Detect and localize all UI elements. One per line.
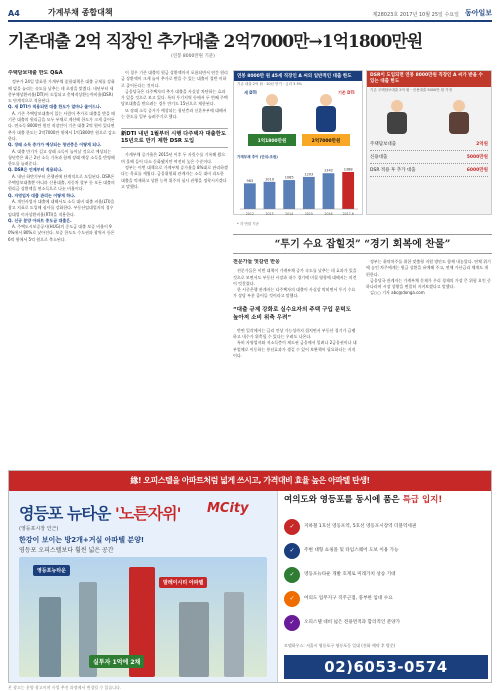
paragraph: A. 주택도시보증공사(HUG)의 중도금 대출 보증 비율이 90%에서 80%로 낮아진다. 보증 한도도 수도권과 광역시 등은 6억 원에서 5억 원으로 축소된다.: [8, 224, 115, 242]
paragraph: 반면 일각에서는 금리 인상 가능성까지 겹치면서 부동산 경기가 급랭하고 내수가 위축될 수 있다는 우려도 나온다.: [233, 327, 356, 340]
ad-slogan: 한강이 보이는 방2개+거실 아파텔 분양!: [19, 536, 145, 544]
paragraph: Q. 장래 소득 증가가 예상되는 청년층은 어떻게 되나.: [8, 142, 102, 148]
ad-feature: [284, 613, 488, 633]
ad-title-pre: 영등포 뉴타운: [19, 504, 111, 523]
page-number: A4: [8, 9, 20, 18]
dsr-rows: [367, 138, 491, 177]
paragraph: 정부는 이번 대책으로 가계부채 증가율을 8%대로 관리하겠다는 목표를 세웠다. 금융위원회 관계자는 소득 대비 과도한 대출을 억제하고 상환 능력 위주의 심사 관행을 정착시키겠다고 말했다.: [121, 164, 228, 189]
ad-feature-text: 영등포뉴타운 개발 호재로 미래가치 상승 기대: [304, 572, 396, 577]
ad-address: 모델하우스: 서울시 영등포구 영등포동 일대 (전화 예약 후 방문): [284, 643, 396, 648]
dsr-infobox: [366, 70, 492, 215]
bar-value-label: 1203: [304, 172, 314, 177]
ad-right-head-hi: 특급 입지!: [402, 495, 443, 505]
bar-value-label: 1019: [265, 177, 274, 182]
side-quote: “대출 규제 강화로 실수요자의 주택 구입 문턱도 높아져 소비 위축 우려”: [233, 306, 352, 321]
dsr-row-value: 6000만원: [466, 168, 488, 173]
gauge-label: 가계부채 추이 (단위:조원): [237, 155, 278, 159]
section-title: 가계부채 종합대책: [48, 8, 113, 17]
old-dti-label: 기존 DTI: [338, 90, 355, 95]
paragraph: 금융당국 관계자는 가계부채 문제가 우리 경제의 가장 큰 위험 요인 중 하나라며 시장 상황을 면밀히 지켜보겠다고 말했다.: [366, 277, 491, 290]
paragraph: 정부는 취약차주를 위한 맞춤형 지원 방안도 함께 내놓았다. 연체 위기에 놓인 차주에게는 원금 상환을 유예해 주고, 연체 가산금리 체계도 개편한다.: [366, 259, 491, 277]
dsr-row-label: 신용대출: [370, 155, 388, 160]
ad-right-head-pre: 여의도와 영등포를 동시에 품은: [284, 495, 400, 505]
map-tag-newtown: 영등포뉴타운: [33, 565, 70, 576]
dsr-subtitle: 기존 주택담보대출 2억 원 · 신용대출 5000만 원 가정: [370, 88, 453, 92]
check-icon: ✓: [284, 567, 300, 583]
ad-banner: 緣! 오피스텔을 아파트처럼 넓게 쓰시고, 가격대비 효율 높은 아파텔 탄생!: [9, 471, 491, 491]
paragraph: Q. 새 DTI가 적용되면 대출 한도가 얼마나 줄어드나.: [8, 104, 102, 110]
category-label: 2015: [304, 212, 313, 216]
bar: [323, 173, 335, 209]
ad-feature: [284, 541, 488, 561]
ad-left-panel: [9, 491, 277, 683]
household-debt-bar-chart: [234, 161, 362, 217]
ad-title-highlight: '노른자위': [114, 504, 181, 523]
paragraph: 이 경우 기존 대출의 원금 상환액까지 포함되면서 연간 원리금 상환액이 크게 늘어 추가로 받을 수 있는 대출이 절반 이하로 줄어든다는 것이다.: [121, 70, 228, 88]
ad-subtitle: (영등포시장 인근): [19, 526, 59, 532]
category-label: 2014: [285, 212, 294, 216]
dti-comparison-figure: [234, 88, 362, 150]
aerial-photo: [19, 557, 267, 677]
paragraph: 금융당국은 다주택자의 추가 대출을 사실상 차단하는 효과가 있을 것으로 보고 있다. 특히 투기지역 등에서 두 번째 주택담보대출을 받으려는 경우 만기도 15년으로 제한된다.: [121, 88, 228, 107]
ad-feature: [284, 517, 488, 537]
page-header: [8, 6, 492, 22]
old-amount: 2억7000만원: [311, 139, 341, 144]
check-icon: ✓: [284, 519, 300, 535]
ad-feature-text: 여의도 업무지구 직주근접, 풍부한 임대 수요: [304, 596, 393, 601]
dsr-row-value: 5000만원: [466, 155, 488, 160]
paragraph: A. 대출 만기가 길고 장래 소득이 늘어날 것으로 예상되는 청년층은 최근 2년 소득 기록과 함께 장래 예상 소득을 반영해 한도를 늘려준다.: [8, 148, 115, 167]
paragraph: 김○○ 기자 abc@donga.com: [370, 290, 425, 296]
paragraph: 전문가들은 이번 대책이 가계부채 증가 속도를 낮추는 데 효과가 있을 것으로 보면서도 부동산 시장과 내수 경기에 미칠 영향에 대해서는 의견이 엇갈렸다.: [233, 268, 357, 286]
issue-date: 제28023호 2017년 10월 25일 수요일: [372, 12, 459, 18]
paragraph: 가계부채 증가율은 2015년 이후 두 자릿수를 기록해 왔으며 올해 들어 다소 둔화됐지만 여전히 높은 수준이다.: [121, 152, 226, 164]
column-kicker-3: 전문가들 엇갈린 반응: [233, 259, 280, 265]
dsr-row: [370, 151, 488, 164]
new-dti-label: 새 DTI: [244, 90, 257, 95]
bar: [342, 172, 354, 209]
check-icon: ✓: [284, 591, 300, 607]
map-tag-apartel: 말레이시티 아파텔: [159, 577, 207, 588]
chart-title: 연봉 8000만 원 45세 직장인 A 씨의 일반적인 대출 한도: [234, 71, 362, 81]
bar: [283, 180, 295, 209]
dsr-title: DSR이 도입되면 연봉 8000만원 직장인 A 씨가 받을 수 있는 대출 한도: [367, 71, 491, 87]
bar-value-label: 1342: [324, 168, 333, 173]
ad-feature: [284, 565, 488, 585]
ad-disclaimer: 본 광고는 분양 광고이며 사업 추진 과정에서 변경될 수 있습니다.: [8, 685, 122, 690]
category-label: 2016: [324, 212, 333, 216]
paragraph: 한 시중은행 관계자는 다주택자의 대출이 사실상 막히면서 투기 수요가 상당 부분 줄어들 것이라고 말했다.: [233, 287, 356, 299]
dsr-row: [370, 164, 488, 177]
paragraph: Q. 신규 분양 아파트 중도금 대출은.: [8, 217, 72, 223]
ad-right-panel: [277, 491, 492, 683]
paragraph: 또 장래 소득 증가가 예상되는 청년층과 신혼부부에 대해서는 한도를 일부 늘려주기로 했다.: [121, 107, 227, 120]
dsr-illustration: [367, 94, 491, 134]
ad-phone-number[interactable]: 02)6053-0574: [284, 655, 488, 679]
bar: [303, 177, 315, 209]
bar-value-label: 1085: [284, 175, 294, 180]
byline: (연봉 8000만원 기준): [171, 54, 215, 59]
article-column-4: [366, 259, 492, 467]
column-kicker: 주택담보대출 한도 Q&A: [8, 70, 63, 76]
person-new-dti: [262, 94, 282, 132]
person-old-dti: [316, 94, 336, 132]
dsr-row: [370, 138, 488, 151]
ad-feature-text: 오피스텔 대비 넓은 전용면적과 합리적인 분양가: [304, 620, 401, 625]
chart-note: * 각 연말 기준: [237, 222, 259, 226]
paragraph: Q. 자영업자 대출 관리는 어떻게 하나.: [8, 192, 76, 198]
loan-limit-chart: [233, 70, 363, 226]
ad-title: [19, 501, 181, 524]
paragraph: A. 기존 주택담보대출이 있는 사람이 추가로 대출을 받을 때 기존 대출의 원리금을 모두 부채로 계산해 한도가 크게 줄어든다. 연소득 8000만 원인 직장인이 기존 대출 2억 원이 있다면 추가 대출 한도는 2억7000만 원에서 1억1800만 원으로 감소한다.: [8, 110, 116, 141]
ad-slogan-2: 영등포 오피스텔보다 훨씬 넓은 공간: [19, 547, 114, 554]
ad-feature: [284, 589, 488, 609]
check-icon: ✓: [284, 543, 300, 559]
headline: 기존대출 2억 직장인 추가대출 2억7000만→1억1800만원: [8, 32, 423, 52]
article-column-1: [8, 70, 116, 468]
check-icon: ✓: [284, 615, 300, 631]
building-shape: [39, 597, 61, 677]
paragraph: A. 내년 하반기부터 은행권에 단계적으로 도입된다. DSR은 주택담보대출뿐 아니라 신용대출, 자동차 할부 등 모든 대출의 원리금 상환액을 연소득으로 나눈 비율이다.: [8, 173, 115, 192]
article-column-3: [233, 259, 358, 467]
newspaper-logo[interactable]: 동아일보: [464, 9, 492, 17]
category-label: 2017.6: [342, 212, 354, 216]
dsr-row-value: 2억원: [476, 142, 488, 147]
building-shape: [224, 592, 244, 677]
category-label: 2012: [245, 212, 254, 216]
new-amount: 1억1800만원: [257, 139, 287, 144]
article-column-2: [121, 70, 228, 468]
bar-value-label: 1388: [343, 167, 353, 172]
ad-right-headline: [284, 495, 488, 506]
bar-value-label: 963: [246, 178, 254, 183]
dsr-row-label: DSR 적용 후 추가 대출: [370, 168, 416, 173]
map-tag-investment: 실투자 1억에 2채: [89, 655, 144, 668]
dsr-row-label: 주택담보대출: [370, 142, 397, 147]
ad-feature-text: 주변 대형 쇼핑몰 및 타임스퀘어 도보 이용 가능: [304, 548, 399, 553]
ad-feature-text: 지하철 1호선 영등포역, 5호선 영등포시장역 더블역세권: [304, 524, 417, 529]
mcity-logo: MCity: [207, 501, 249, 516]
chart-subtitle: 기존 대출 2억 원 · 20년 만기 · 금리 3.5%: [237, 82, 303, 86]
paragraph: A. 개인사업자 대출에 대해서도 소득 대비 대출 비율(LTI)을 참고 지표로 도입해 심사를 강화한다. 부동산임대업자의 경우 임대업 이자상환비율(RTI)을 적용한다.: [8, 198, 115, 217]
mid-headline: 新DTI 내년 1월부터 시행 다주택자 대출한도 15년으로 만기 제한 DSR 도입: [121, 128, 228, 148]
pull-quote: “투기 수요 잡힐것” “경기 회복에 찬물”: [233, 234, 492, 254]
bar: [264, 182, 276, 209]
category-label: 2013: [265, 212, 274, 216]
apartel-advertisement[interactable]: [8, 470, 492, 683]
paragraph: 정부가 24일 발표한 가계부채 종합대책은 대출 규제를 강화해 빚을 늘리는 속도를 낮추는 데 초점을 맞췄다. 내년부터 새 총부채상환비율(DTI)이 도입되고 총체적상환능력비율(DSR)도 단계적으로 적용된다.: [8, 79, 115, 104]
paragraph: 특히 자영업자와 저소득층이 제도권 금융에서 밀려나 2금융권이나 대부업체로 이동하는 풍선효과가 생길 수 있어 보완책이 필요하다는 지적이다.: [233, 340, 357, 358]
bar: [244, 183, 256, 209]
paragraph: Q. DSR은 언제부터 적용되나.: [8, 167, 63, 173]
building-shape: [179, 602, 209, 677]
